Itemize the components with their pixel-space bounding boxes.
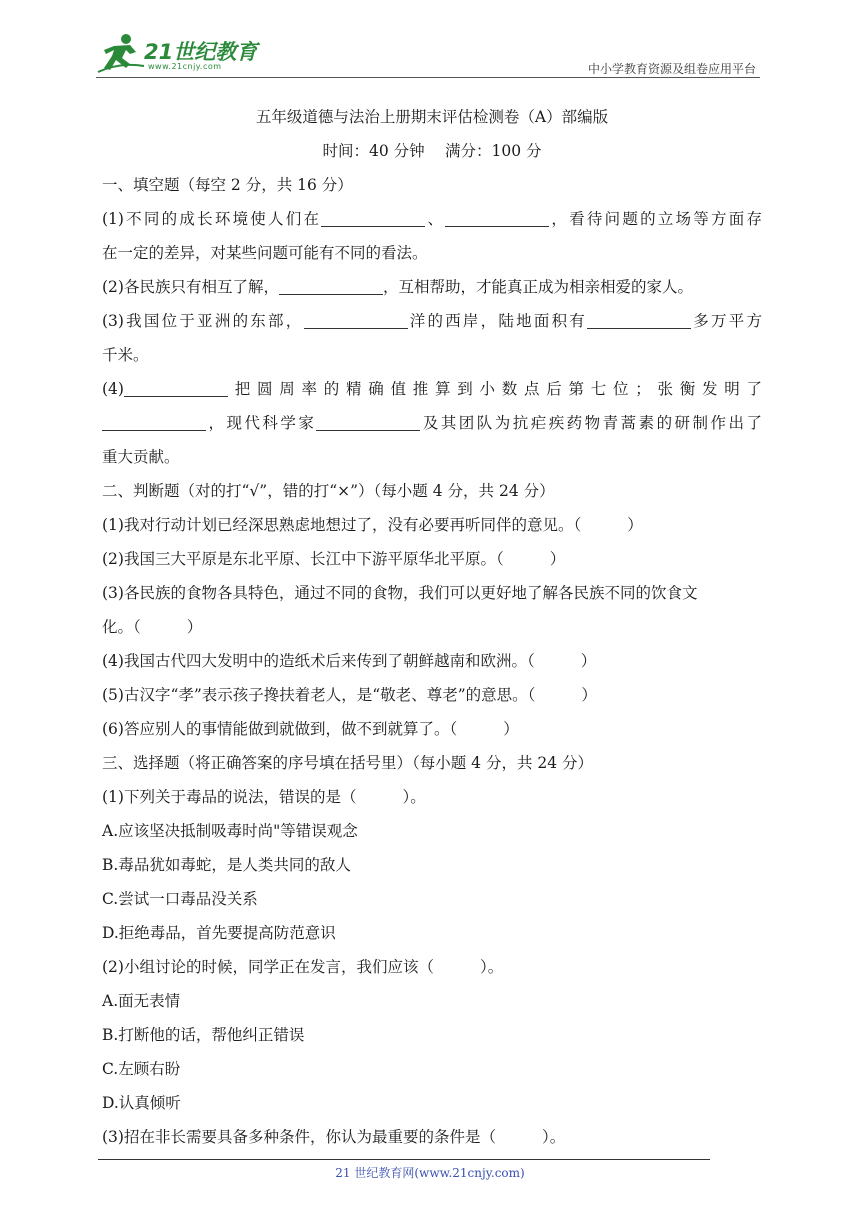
fill-question-1: (1)不同的成长环境使人们在 、 ，看待问题的立场等方面存 xyxy=(102,202,762,236)
answer-blank[interactable] xyxy=(445,206,549,227)
answer-blank[interactable] xyxy=(279,274,383,295)
choice-option: B.毒品犹如毒蛇，是人类共同的敌人 xyxy=(102,856,351,874)
answer-blank[interactable] xyxy=(102,410,206,431)
judge-question: (6)答应别人的事情能做到就做到，做不到就算了。（ ） xyxy=(102,720,519,738)
fill-question-2: (2)各民族只有相互了解， ，互相帮助，才能真正成为相亲相爱的家人。 xyxy=(102,270,762,304)
choice-option: A.应该坚决抵制吸毒时尚"等错误观念 xyxy=(102,822,358,840)
answer-blank[interactable] xyxy=(321,206,425,227)
choice-question: (2)小组讨论的时候，同学正在发言，我们应该（ ）。 xyxy=(102,958,504,976)
judge-question: (4)我国古代四大发明中的造纸术后来传到了朝鲜越南和欧洲。（ ） xyxy=(102,652,597,670)
answer-blank[interactable] xyxy=(587,308,691,329)
platform-label: 中小学教育资源及组卷应用平台 xyxy=(587,62,756,76)
judge-question: (2)我国三大平原是东北平原、长江中下游平原华北平原。（ ） xyxy=(102,550,566,568)
logo-url: www.21cnjy.com xyxy=(148,62,222,71)
runner-logo-icon xyxy=(96,32,146,74)
page-header xyxy=(96,30,760,78)
choice-option: D.认真倾听 xyxy=(102,1094,181,1112)
fill-question-3: (3)我国位于亚洲的东部， 洋的西岸，陆地面积有 多万平方 xyxy=(102,304,762,338)
answer-blank[interactable] xyxy=(304,308,408,329)
judge-question: (5)古汉字“孝”表示孩子搀扶着老人，是“敬老、尊老”的意思。（ ） xyxy=(102,686,597,704)
footer-divider xyxy=(98,1159,710,1160)
header-divider xyxy=(96,77,760,78)
section-heading: 三、选择题（将正确答案的序号填在括号里）（每小题 4 分，共 24 分） xyxy=(102,754,594,772)
choice-option: B.打断他的话，帮他纠正错误 xyxy=(102,1026,305,1044)
exam-title: 五年级道德与法治上册期末评估检测卷（A）部编版 xyxy=(255,108,609,126)
section-heading: 二、判断题（对的打“√”，错的打“×”）（每小题 4 分，共 24 分） xyxy=(102,482,555,500)
choice-question: (3)招在非长需要具备多种条件，你认为最重要的条件是（ ）。 xyxy=(102,1128,566,1146)
choice-option: C.左顾右盼 xyxy=(102,1060,181,1078)
choice-option: A.面无表情 xyxy=(102,992,181,1010)
answer-blank[interactable] xyxy=(124,376,228,397)
footer-link[interactable]: 21 世纪教育网(www.21cnjy.com) xyxy=(335,1166,525,1180)
answer-blank[interactable] xyxy=(316,410,420,431)
choice-option: C.尝试一口毒品没关系 xyxy=(102,890,258,908)
fill-question-1-cont: 在一定的差异，对某些问题可能有不同的看法。 xyxy=(102,244,428,262)
logo-title: 21世纪教育 xyxy=(144,40,258,64)
choice-question: (1)下列关于毒品的说法，错误的是（ ）。 xyxy=(102,788,426,806)
fill-question-3-cont: 千米。 xyxy=(102,346,149,364)
fill-question-4-cont: ，现代科学家 及其团队为抗疟疾药物青蒿素的研制作出了 xyxy=(102,406,762,440)
judge-question: (3)各民族的食物各具特色，通过不同的食物，我们可以更好地了解各民族不同的饮食文 xyxy=(102,584,698,602)
choice-option: D.拒绝毒品，首先要提高防范意识 xyxy=(102,924,336,942)
logo xyxy=(96,32,266,74)
fill-question-4-end: 重大贡献。 xyxy=(102,448,180,466)
exam-content xyxy=(102,100,762,1154)
judge-question: (1)我对行动计划已经深思熟虑地想过了，没有必要再听同伴的意见。（ ） xyxy=(102,516,643,534)
fill-question-4: (4) 把圆周率的精确值推算到小数点后第七位；张衡发明了 xyxy=(102,372,762,406)
judge-question-cont: 化。（ ） xyxy=(102,618,203,636)
section-heading: 一、填空题（每空 2 分，共 16 分） xyxy=(102,176,353,194)
exam-time-score: 时间：40 分钟 满分：100 分 xyxy=(322,142,542,160)
